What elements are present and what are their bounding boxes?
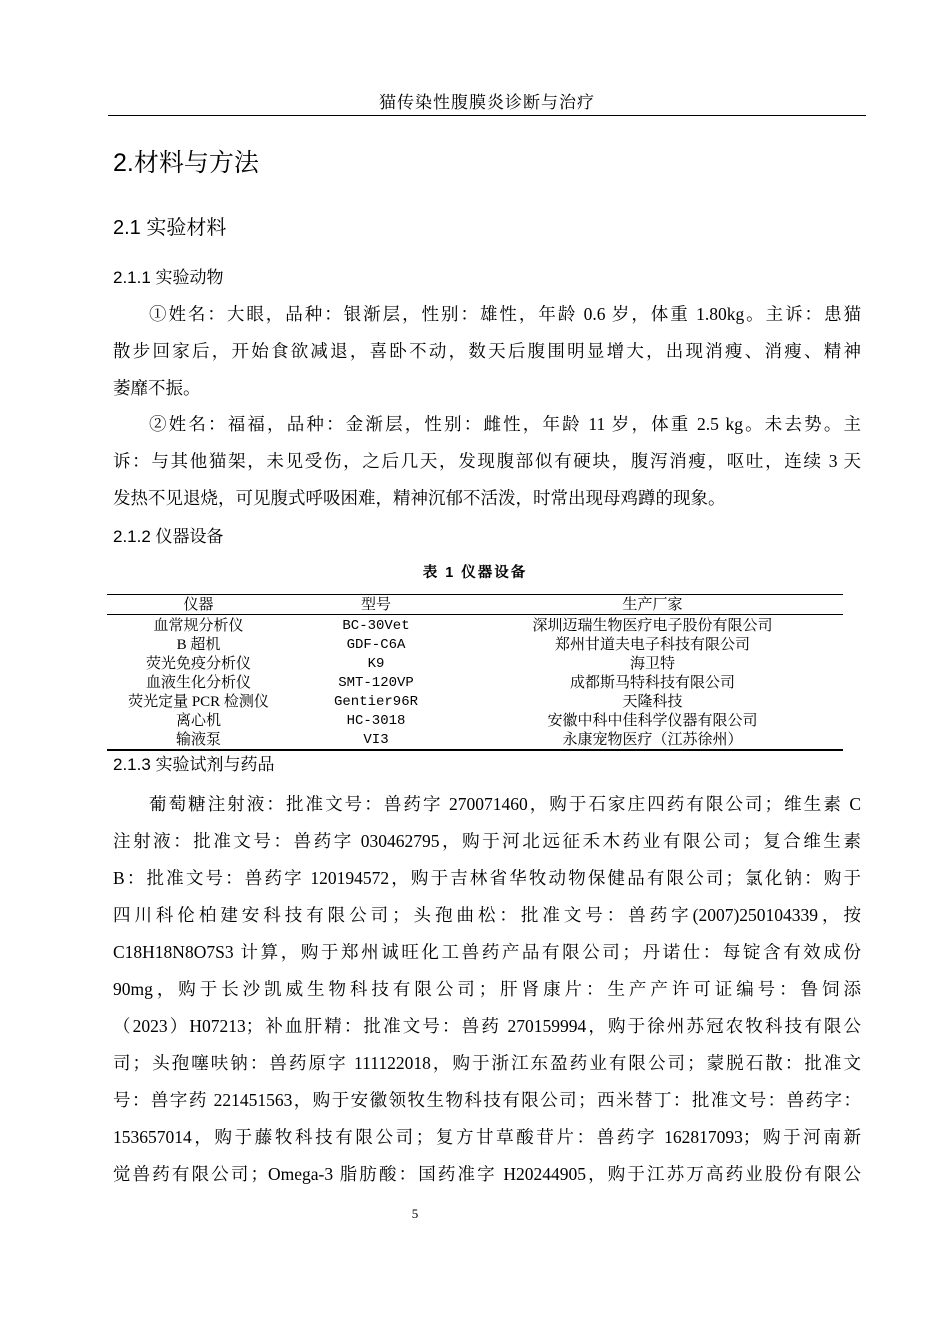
instrument-cell: 离心机	[175, 713, 221, 729]
instrument-cell: B 超机	[176, 637, 221, 653]
page-number: 5	[411, 1206, 419, 1221]
instrument-cell: 荧光定量 PCR 检测仪	[128, 694, 269, 710]
text-line: 发热不见退烧，可见腹式呼吸困难，精神沉郁不活泼，时常出现母鸡蹲的现象。	[113, 488, 726, 508]
text-line: B：批准文号：兽药字 120194572，购于吉林省华牧动物保健品有限公司；氯化钠：购于	[113, 868, 861, 888]
table-row	[107, 617, 843, 636]
text-line: （2023）H07213；补血肝精：批准文号：兽药 270159994，购于徐州苏冠农牧科技有限公	[113, 1016, 861, 1036]
text-line: 葡萄糖注射液：批准文号：兽药字 270071460，购于石家庄四药有限公司；维生素 C	[149, 794, 861, 814]
column-header: 型号	[360, 597, 391, 613]
text-line: 散步回家后，开始食欲减退，喜卧不动，数天后腹围明显增大，出现消瘦、消瘦、精神	[113, 341, 861, 361]
table-header-row	[107, 596, 843, 615]
text-line: 90mg，购于长沙凯威生物科技有限公司；肝肾康片：生产产许可证编号：鲁饲添	[113, 979, 861, 999]
text-line: 司；头孢噻呋钠：兽药原字 111122018，购于浙江东盈药业有限公司；蒙脱石散：批准文	[113, 1053, 861, 1073]
manufacturer-cell: 天隆科技	[622, 694, 683, 710]
table-caption: 表 1 仪器设备	[422, 565, 528, 581]
table-row	[107, 712, 843, 731]
text-line: 萎靡不振。	[113, 378, 201, 398]
text-line: 诉：与其他猫架，未见受伤，之后几天，发现腹部似有硬块，腹泻消瘦，呕吐，连续 3 天	[113, 451, 861, 471]
manufacturer-cell: 郑州甘道夫电子科技有限公司	[554, 637, 750, 653]
text-line: 号：兽字药 221451563，购于安徽领牧生物科技有限公司；西米替丁：批准文号：兽药字：	[113, 1090, 861, 1110]
model-cell: GDF-C6A	[346, 637, 406, 653]
text-line: 觉兽药有限公司；Omega-3 脂肪酸：国药准字 H20244905，购于江苏万高药业股份有限公	[113, 1164, 861, 1184]
text-line: 四川科伦柏建安科技有限公司；头孢曲松：批准文号：兽药字(2007)250104339，按	[113, 905, 861, 925]
manufacturer-cell: 安徽中科中佳科学仪器有限公司	[547, 713, 758, 729]
instruments-heading: 2.1.2 仪器设备	[113, 527, 224, 546]
table-bottom-rule	[107, 749, 843, 751]
column-header: 仪器	[183, 597, 214, 613]
text-line: 153657014，购于藤牧科技有限公司；复方甘草酸苷片：兽药字 162817093；购于河南新	[113, 1127, 861, 1147]
column-header: 生产厂家	[622, 597, 683, 613]
model-cell: K9	[367, 656, 385, 672]
section-heading: 2.材料与方法	[113, 149, 259, 177]
model-cell: BC-30Vet	[342, 618, 410, 634]
table-top-rule	[107, 594, 843, 595]
model-cell: VI3	[363, 732, 389, 748]
instrument-cell: 荧光免疫分析仪	[145, 656, 251, 672]
text-line: 注射液：批准文号：兽药字 030462795，购于河北远征禾木药业有限公司；复合维生素	[113, 831, 861, 851]
model-cell: SMT-120VP	[338, 675, 414, 691]
manufacturer-cell: 永康宠物医疗（江苏徐州）	[562, 732, 743, 748]
case2-paragraph	[113, 406, 861, 517]
table-row	[107, 731, 843, 750]
reagents-paragraph	[113, 786, 861, 1193]
model-cell: HC-3018	[346, 713, 406, 729]
reagents-heading: 2.1.3 实验试剂与药品	[113, 755, 275, 774]
animals-heading: 2.1.1 实验动物	[113, 268, 224, 287]
running-header: 猫传染性腹膜炎诊断与治疗	[379, 93, 595, 112]
text-line: C18H18N8O7S3 计算，购于郑州诚旺化工兽药产品有限公司；丹诺仕：每锭含有效成份	[113, 942, 861, 962]
table-row	[107, 636, 843, 655]
text-line: ①姓名：大眼，品种：银渐层，性别：雄性，年龄 0.6 岁，体重 1.80kg。主诉：患猫	[149, 304, 861, 324]
table-row	[107, 693, 843, 712]
instrument-cell: 血常规分析仪	[153, 618, 244, 634]
instrument-cell: 输液泵	[175, 732, 221, 748]
table-row	[107, 674, 843, 693]
manufacturer-cell: 深圳迈瑞生物医疗电子股份有限公司	[532, 618, 773, 634]
table-row	[107, 655, 843, 674]
case1-paragraph	[113, 296, 861, 407]
header-rule	[108, 115, 866, 116]
manufacturer-cell: 成都斯马特科技有限公司	[569, 675, 735, 691]
table-header-rule	[107, 614, 843, 615]
manufacturer-cell: 海卫特	[629, 656, 675, 672]
subsection-heading: 2.1 实验材料	[113, 217, 227, 239]
instrument-cell: 血液生化分析仪	[145, 675, 251, 691]
model-cell: Gentier96R	[333, 694, 418, 710]
text-line: ②姓名：福福，品种：金渐层，性别：雌性，年龄 11 岁，体重 2.5 kg。未去势。主	[149, 414, 861, 434]
